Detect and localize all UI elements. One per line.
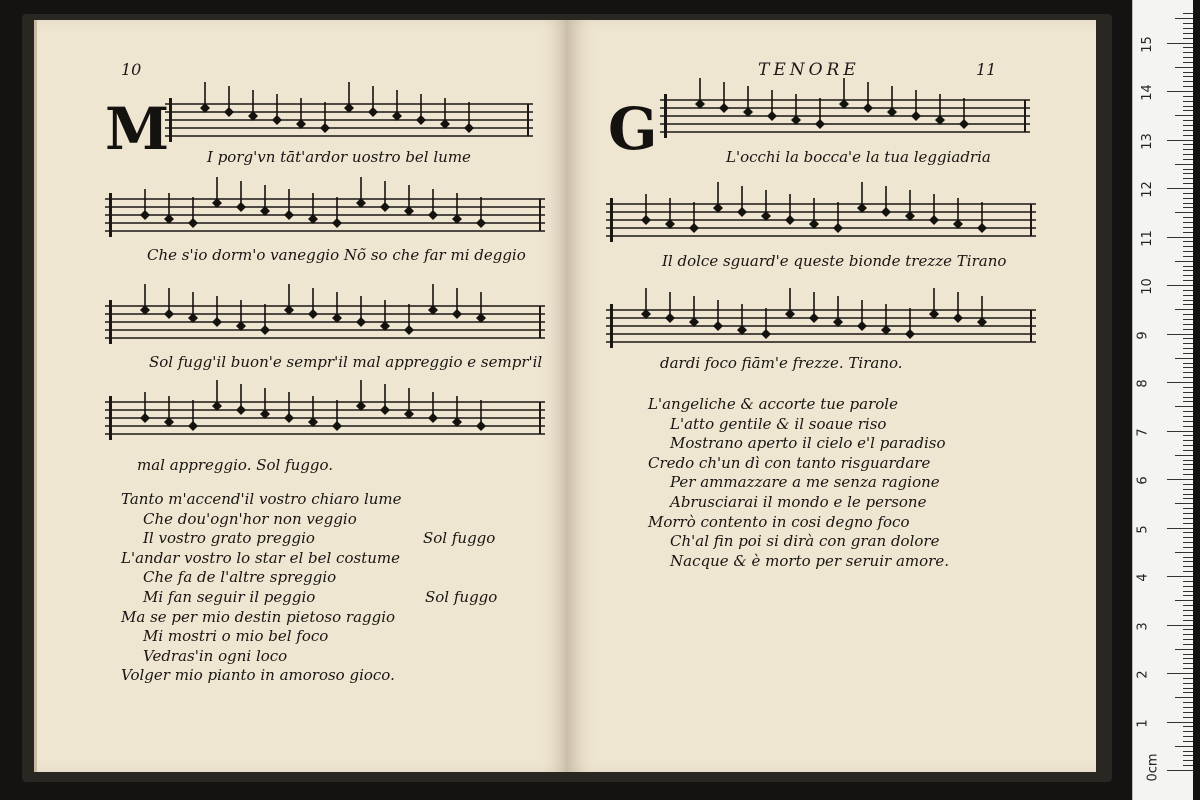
ruler-tick [1183,367,1193,368]
ruler-tick [1183,149,1193,150]
ruler-tick [1183,484,1193,485]
ruler-tick [1183,751,1193,752]
ruler-number: 4 [1135,573,1151,582]
ruler-tick [1183,256,1193,257]
music-staff-2 [105,175,545,245]
ruler-tick [1183,460,1193,461]
ruler-tick [1183,654,1193,655]
ruler-tick [1183,741,1193,742]
ruler-tick [1183,581,1193,582]
ruler-tick [1183,605,1193,606]
ruler-tick [1183,275,1193,276]
ruler-tick [1183,81,1193,82]
ruler-tick [1183,508,1193,509]
ruler-tick [1167,673,1193,674]
ruler-tick [1183,290,1193,291]
ruler-tick [1183,629,1193,630]
ruler-tick [1183,227,1193,228]
ruler-tick [1183,712,1193,713]
ruler-tick [1183,620,1193,621]
ruler-tick [1183,634,1193,635]
ruler-tick [1175,212,1193,213]
ruler-tick [1183,464,1193,465]
verse-line: Morrò contento in cosi degno foco [648,512,910,531]
ruler-tick [1175,406,1193,407]
ruler-tick [1167,576,1193,577]
verse-line: Abrusciarai il mondo e le persone [670,492,927,511]
verse-line: Che fa de l'altre spreggio [143,568,337,587]
ruler-tick [1183,144,1193,145]
music-staff-7 [606,286,1036,356]
ruler-tick [1183,300,1193,301]
ruler-tick [1183,537,1193,538]
ruler-tick [1183,207,1193,208]
ruler-tick [1183,72,1193,73]
verse-line: Per ammazzare a me senza ragione [670,473,940,492]
ruler-tick [1183,639,1193,640]
ruler-tick [1183,338,1193,339]
lyric-line-1: I porg'vn tāt'ardor uostro bel lume [207,148,471,166]
ruler-tick [1183,595,1193,596]
verse-line: Ma se per mio destin pietoso raggio [121,607,396,626]
ruler-tick [1175,649,1193,650]
ruler-tick [1183,474,1193,475]
verse-line: Mi mostri o mio bel foco [143,627,329,646]
ruler-tick [1183,644,1193,645]
ruler-tick [1183,96,1193,97]
ruler-tick [1183,76,1193,77]
ruler-tick [1183,348,1193,349]
verse-block [121,490,402,686]
ruler-tick [1175,18,1193,19]
ruler-tick [1183,692,1193,693]
ruler-tick [1183,28,1193,29]
ruler-tick [1183,392,1193,393]
right-page [566,20,1096,772]
refrain-label: Sol fuggo [423,529,496,547]
music-staff-5 [660,76,1030,146]
ruler-tick [1183,193,1193,194]
ruler-tick [1183,557,1193,558]
ruler-number: 10 [1139,278,1155,295]
ruler-number: 14 [1139,84,1155,101]
ruler-tick [1183,532,1193,533]
ruler-tick [1183,571,1193,572]
ruler-tick [1183,314,1193,315]
ruler-tick [1183,372,1193,373]
ruler-tick [1167,188,1193,189]
running-head: TENORE [758,60,860,80]
ruler-number: 13 [1139,132,1155,150]
ruler-tick [1183,169,1193,170]
ruler-tick [1167,237,1193,238]
ruler-tick [1183,101,1193,102]
ruler-tick [1167,285,1193,286]
ruler-tick [1183,232,1193,233]
ruler-tick [1183,561,1193,562]
ruler-tick [1183,86,1193,87]
verse-line: Il vostro grato preggio [143,529,315,548]
ruler-tick [1175,67,1193,68]
ruler-tick [1183,319,1193,320]
ruler-tick [1183,397,1193,398]
ruler-tick [1183,130,1193,131]
ruler-tick [1183,513,1193,514]
music-staff-4 [105,378,545,448]
lyric-line-2: Che s'io dorm'o vaneggio Nõ so che far mi deggio [147,246,526,264]
ruler-tick [1167,479,1193,480]
ruler-tick [1183,416,1193,417]
ruler-tick [1183,280,1193,281]
ruler-tick [1183,668,1193,669]
lyric-line-5: L'occhi la bocca'e la tua leggiadria [726,148,991,166]
ruler-tick [1183,295,1193,296]
verse-line: L'andar vostro lo star el bel costume [121,548,400,567]
ruler-tick [1167,43,1193,44]
ruler-number: 12 [1139,181,1155,198]
ruler-number: 8 [1135,379,1151,388]
ruler-tick [1167,528,1193,529]
ruler-tick [1183,47,1193,48]
ruler-tick [1183,241,1193,242]
verse-line: Nacque & è morto per seruir amore. [670,551,949,570]
ruler-tick [1175,115,1193,116]
ruler-tick [1183,62,1193,63]
ruler-tick [1183,203,1193,204]
lyric-line-7: dardi foco fiām'e frezze. Tirano. [660,354,903,372]
ruler-tick [1183,615,1193,616]
ruler-tick [1183,731,1193,732]
ruler-tick [1183,217,1193,218]
ruler-tick [1175,309,1193,310]
ruler-tick [1175,164,1193,165]
ruler-tick [1183,23,1193,24]
ruler-tick [1183,154,1193,155]
verse-line: Credo ch'un dì con tanto risguardare [648,453,931,472]
ruler-tick [1183,120,1193,121]
ruler-number: 15 [1139,35,1155,53]
ruler-tick [1183,610,1193,611]
ruler-tick [1167,431,1193,432]
ruler-tick [1183,363,1193,364]
ruler-tick [1167,722,1193,723]
ruler-tick [1183,440,1193,441]
ruler-tick [1183,13,1193,14]
verse-line: Ch'al fin poi si dirà con gran dolore [670,532,940,551]
ruler-tick [1183,377,1193,378]
ruler-tick [1183,688,1193,689]
ruler-tick [1183,586,1193,587]
verse-line: Tanto m'accend'il vostro chiaro lume [121,490,402,508]
ruler-tick [1183,717,1193,718]
ruler-tick [1183,159,1193,160]
ruler-tick [1183,450,1193,451]
lyric-line-4: mal appreggio. Sol fuggo. [137,456,334,474]
ruler-number: 9 [1135,330,1151,340]
ruler-tick [1183,566,1193,567]
ruler-tick [1183,494,1193,495]
ruler-tick [1183,469,1193,470]
ruler-tick [1183,387,1193,388]
ruler-tick [1183,33,1193,34]
ruler-tick [1183,251,1193,252]
ruler-tick [1175,746,1193,747]
ruler-number: 5 [1135,524,1151,534]
ruler-tick [1175,261,1193,262]
music-staff-1 [165,80,533,150]
ruler-tick [1175,552,1193,553]
ruler-tick [1183,518,1193,519]
ruler-tick [1183,125,1193,126]
music-staff-6 [606,180,1036,250]
ruler-tick [1183,135,1193,136]
ruler-tick [1175,503,1193,504]
ruler-tick [1183,324,1193,325]
ruler-tick [1167,140,1193,141]
decorated-initial: M [105,95,170,163]
ruler-tick [1175,697,1193,698]
ruler-tick [1183,304,1193,305]
decorated-initial: G [608,95,658,163]
ruler-tick [1183,38,1193,39]
verse-line: L'atto gentile & il soaue riso [670,414,887,433]
ruler-tick [1183,173,1193,174]
verse-line: Mi fan seguir il peggio [143,587,316,606]
ruler-tick [1167,625,1193,626]
ruler-tick [1183,683,1193,684]
ruler-tick [1183,678,1193,679]
ruler-tick [1183,178,1193,179]
ruler-tick [1183,702,1193,703]
verse-line: Mostrano aperto il cielo e'l paradiso [670,434,946,453]
ruler-tick [1175,455,1193,456]
ruler-tick [1183,435,1193,436]
ruler-tick [1183,270,1193,271]
ruler-tick [1183,52,1193,53]
ruler-tick [1183,591,1193,592]
verse-line: Volger mio pianto in amoroso gioco. [121,666,395,685]
ruler-tick [1183,183,1193,184]
ruler-tick [1175,600,1193,601]
ruler-number: 2 [1135,670,1151,679]
ruler-tick [1183,222,1193,223]
ruler-number: 11 [1139,229,1155,247]
ruler-tick [1183,658,1193,659]
ruler-tick [1183,198,1193,199]
ruler-number: 6 [1135,476,1151,485]
ruler-tick [1183,736,1193,737]
ruler-tick [1183,489,1193,490]
ruler-unit-label: 0cm [1145,753,1161,782]
ruler-tick [1167,770,1193,771]
ruler-tick [1183,542,1193,543]
ruler-tick [1183,707,1193,708]
ruler-tick [1183,329,1193,330]
ruler-tick [1183,445,1193,446]
verse-block [648,395,949,571]
lyric-line-3: Sol fugg'il buon'e sempr'il mal appreggio e sempr'il [149,353,543,371]
ruler-number: 3 [1135,621,1151,631]
refrain-label: Sol fuggo [425,588,498,606]
ruler-tick [1183,547,1193,548]
ruler-tick [1183,343,1193,344]
page-number: 11 [976,60,997,79]
ruler-tick [1183,663,1193,664]
ruler-tick [1183,106,1193,107]
ruler-tick [1183,755,1193,756]
ruler-tick [1183,246,1193,247]
ruler-tick [1167,382,1193,383]
page-number: 10 [121,60,142,79]
ruler-tick [1183,523,1193,524]
ruler-tick [1183,760,1193,761]
ruler-tick [1183,421,1193,422]
verse-line: Vedras'in ogni loco [143,646,288,665]
left-page [34,20,569,772]
measuring-ruler [1132,0,1193,800]
ruler-tick [1183,401,1193,402]
ruler-number: 1 [1135,718,1151,728]
ruler-tick [1183,411,1193,412]
ruler-tick [1183,426,1193,427]
ruler-tick [1183,498,1193,499]
ruler-tick [1167,91,1193,92]
ruler-tick [1167,334,1193,335]
ruler-tick [1183,110,1193,111]
lyric-line-6: Il dolce sguard'e queste bionde trezze Tirano [662,252,1007,270]
verse-line: Che dou'ogn'hor non veggio [143,509,357,528]
ruler-tick [1183,57,1193,58]
ruler-tick [1183,765,1193,766]
ruler-tick [1183,726,1193,727]
ruler-tick [1183,266,1193,267]
ruler-tick [1175,358,1193,359]
ruler-tick [1183,353,1193,354]
music-staff-3 [105,282,545,352]
ruler-number: 7 [1135,427,1151,437]
verse-line: L'angeliche & accorte tue parole [648,395,898,413]
